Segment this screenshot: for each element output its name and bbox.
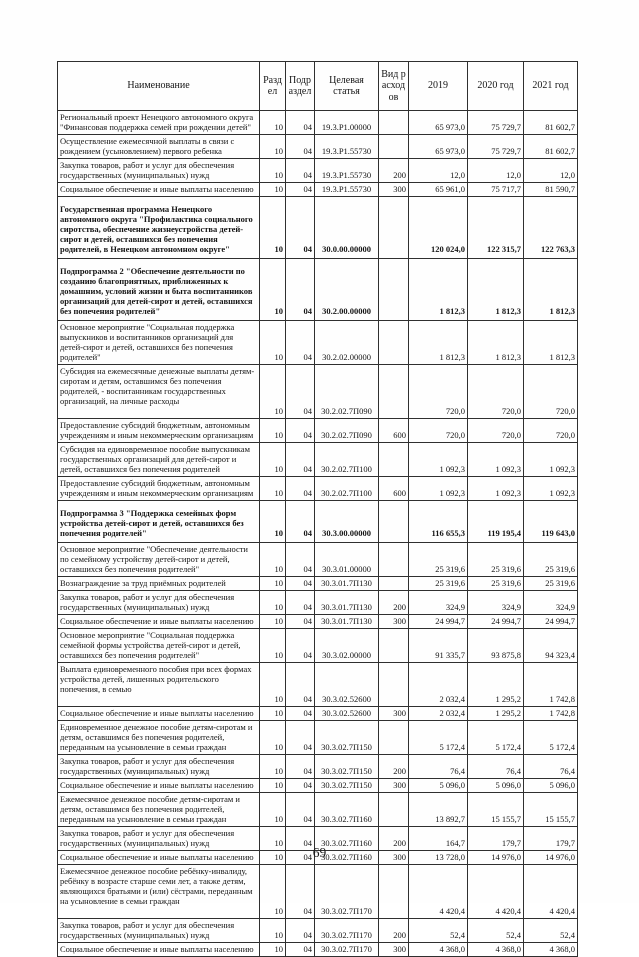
column-header-2021: 2021 год	[524, 62, 578, 111]
cell-vid-rashodov	[379, 663, 409, 707]
cell-2021: 24 994,7	[524, 615, 578, 629]
cell-2021: 81 590,7	[524, 183, 578, 197]
cell-2021: 119 643,0	[524, 501, 578, 543]
cell-vid-rashodov	[379, 793, 409, 827]
cell-2019: 324,9	[409, 591, 468, 615]
table-row	[58, 365, 578, 419]
header-row	[58, 62, 578, 111]
cell-podrazdel: 04	[286, 159, 315, 183]
cell-celevaya-statya: 30.3.02.52600	[315, 663, 379, 707]
cell-razdel: 10	[260, 663, 286, 707]
cell-2020: 179,7	[468, 827, 524, 851]
cell-podrazdel: 04	[286, 615, 315, 629]
cell-2020: 1 092,3	[468, 477, 524, 501]
column-header-podrazdel: Подраздел	[286, 62, 315, 111]
cell-vid-rashodov	[379, 543, 409, 577]
budget-table	[57, 61, 578, 957]
cell-name: Предоставление субсидий бюджетным, автономным учреждениям и иным некоммерческим организациям	[58, 477, 260, 501]
cell-podrazdel: 04	[286, 501, 315, 543]
cell-razdel: 10	[260, 501, 286, 543]
cell-razdel: 10	[260, 443, 286, 477]
table-header	[58, 62, 578, 111]
cell-vid-rashodov	[379, 259, 409, 321]
cell-podrazdel: 04	[286, 793, 315, 827]
cell-razdel: 10	[260, 365, 286, 419]
table-row	[58, 543, 578, 577]
cell-celevaya-statya: 30.2.00.00000	[315, 259, 379, 321]
cell-podrazdel: 04	[286, 755, 315, 779]
cell-name: Закупка товаров, работ и услуг для обеспечения государственных (муниципальных) нужд	[58, 827, 260, 851]
cell-vid-rashodov	[379, 629, 409, 663]
cell-name: Ежемесячное денежное пособие детям-сиротам и детям, оставшимся без попечения родителей, переданным на усыновление в семьи граждан	[58, 793, 260, 827]
cell-razdel: 10	[260, 793, 286, 827]
cell-vid-rashodov	[379, 365, 409, 419]
cell-vid-rashodov	[379, 577, 409, 591]
table-row	[58, 577, 578, 591]
cell-2020: 75 729,7	[468, 111, 524, 135]
table-row	[58, 197, 578, 259]
cell-2019: 1 812,3	[409, 259, 468, 321]
cell-podrazdel: 04	[286, 135, 315, 159]
cell-celevaya-statya: 30.3.02.52600	[315, 707, 379, 721]
cell-celevaya-statya: 30.3.02.00000	[315, 629, 379, 663]
cell-podrazdel: 04	[286, 543, 315, 577]
cell-vid-rashodov: 200	[379, 591, 409, 615]
cell-2019: 120 024,0	[409, 197, 468, 259]
cell-2021: 1 812,3	[524, 321, 578, 365]
cell-razdel: 10	[260, 755, 286, 779]
cell-2020: 25 319,6	[468, 577, 524, 591]
cell-2021: 1 812,3	[524, 259, 578, 321]
cell-2019: 720,0	[409, 419, 468, 443]
cell-podrazdel: 04	[286, 721, 315, 755]
table-row	[58, 591, 578, 615]
cell-2021: 4 368,0	[524, 943, 578, 957]
cell-celevaya-statya: 30.3.02.7П160	[315, 827, 379, 851]
cell-2020: 93 875,8	[468, 629, 524, 663]
cell-name: Социальное обеспечение и иные выплаты населению	[58, 615, 260, 629]
cell-celevaya-statya: 30.3.02.7П160	[315, 793, 379, 827]
cell-name: Вознаграждение за труд приёмных родителей	[58, 577, 260, 591]
cell-2019: 65 973,0	[409, 135, 468, 159]
cell-2019: 13 892,7	[409, 793, 468, 827]
cell-2020: 1 295,2	[468, 707, 524, 721]
cell-name: Основное мероприятие "Социальная поддержка семейной формы устройства детей-сирот и детей, оставшихся без попечения родителей"	[58, 629, 260, 663]
cell-2021: 1 742,8	[524, 707, 578, 721]
cell-vid-rashodov: 200	[379, 159, 409, 183]
table-row	[58, 501, 578, 543]
cell-celevaya-statya: 19.3.Р1.00000	[315, 111, 379, 135]
cell-2020: 720,0	[468, 365, 524, 419]
cell-razdel: 10	[260, 851, 286, 865]
cell-razdel: 10	[260, 707, 286, 721]
cell-2021: 1 092,3	[524, 443, 578, 477]
cell-celevaya-statya: 30.3.01.7П130	[315, 591, 379, 615]
cell-name: Закупка товаров, работ и услуг для обеспечения государственных (муниципальных) нужд	[58, 755, 260, 779]
cell-vid-rashodov	[379, 443, 409, 477]
cell-vid-rashodov: 200	[379, 827, 409, 851]
cell-podrazdel: 04	[286, 259, 315, 321]
cell-podrazdel: 04	[286, 443, 315, 477]
table-row	[58, 663, 578, 707]
cell-2020: 75 729,7	[468, 135, 524, 159]
cell-name: Субсидия на ежемесячные денежные выплаты детям-сиротам и детям, оставшимся без попечения родителей, - воспитанникам государственных организаций, на личные расходы	[58, 365, 260, 419]
cell-2019: 91 335,7	[409, 629, 468, 663]
cell-vid-rashodov: 300	[379, 615, 409, 629]
cell-razdel: 10	[260, 321, 286, 365]
table-row	[58, 419, 578, 443]
table-row	[58, 615, 578, 629]
cell-2020: 5 096,0	[468, 779, 524, 793]
cell-name: Подпрограмма 3 "Поддержка семейных форм устройства детей-сирот и детей, оставшихся без попечения родителей"	[58, 501, 260, 543]
cell-razdel: 10	[260, 919, 286, 943]
cell-name: Основное мероприятие "Обеспечение деятельности по семейному устройству детей-сирот и детей, оставшихся без попечения родителей"	[58, 543, 260, 577]
cell-2021: 94 323,4	[524, 629, 578, 663]
page-number: 69	[312, 845, 327, 860]
cell-2021: 14 976,0	[524, 851, 578, 865]
cell-2021: 4 420,4	[524, 865, 578, 919]
cell-razdel: 10	[260, 943, 286, 957]
cell-podrazdel: 04	[286, 943, 315, 957]
cell-celevaya-statya: 30.2.02.7П090	[315, 365, 379, 419]
cell-vid-rashodov	[379, 865, 409, 919]
table-row	[58, 629, 578, 663]
cell-podrazdel: 04	[286, 365, 315, 419]
cell-2019: 2 032,4	[409, 663, 468, 707]
cell-celevaya-statya: 30.2.02.00000	[315, 321, 379, 365]
column-header-razdel: Раздел	[260, 62, 286, 111]
cell-2021: 1 742,8	[524, 663, 578, 707]
table-row	[58, 259, 578, 321]
cell-razdel: 10	[260, 111, 286, 135]
cell-name: Предоставление субсидий бюджетным, автономным учреждениям и иным некоммерческим организациям	[58, 419, 260, 443]
cell-celevaya-statya: 30.3.02.7П150	[315, 721, 379, 755]
cell-razdel: 10	[260, 865, 286, 919]
cell-podrazdel: 04	[286, 577, 315, 591]
cell-2020: 15 155,7	[468, 793, 524, 827]
cell-razdel: 10	[260, 543, 286, 577]
cell-2020: 25 319,6	[468, 543, 524, 577]
cell-2020: 122 315,7	[468, 197, 524, 259]
cell-razdel: 10	[260, 135, 286, 159]
cell-2021: 324,9	[524, 591, 578, 615]
table-row	[58, 779, 578, 793]
cell-razdel: 10	[260, 721, 286, 755]
cell-2019: 12,0	[409, 159, 468, 183]
cell-vid-rashodov	[379, 197, 409, 259]
cell-celevaya-statya: 30.3.02.7П150	[315, 779, 379, 793]
cell-razdel: 10	[260, 197, 286, 259]
cell-name: Социальное обеспечение и иные выплаты населению	[58, 779, 260, 793]
cell-podrazdel: 04	[286, 663, 315, 707]
cell-2019: 24 994,7	[409, 615, 468, 629]
cell-vid-rashodov: 200	[379, 919, 409, 943]
cell-name: Закупка товаров, работ и услуг для обеспечения государственных (муниципальных) нужд	[58, 159, 260, 183]
table-row	[58, 755, 578, 779]
cell-podrazdel: 04	[286, 477, 315, 501]
cell-podrazdel: 04	[286, 779, 315, 793]
cell-podrazdel: 04	[286, 197, 315, 259]
column-header-vid-rashodov: Вид расходов	[379, 62, 409, 111]
cell-vid-rashodov: 300	[379, 943, 409, 957]
table-row	[58, 321, 578, 365]
cell-2020: 12,0	[468, 159, 524, 183]
cell-2020: 720,0	[468, 419, 524, 443]
cell-celevaya-statya: 30.3.01.7П130	[315, 615, 379, 629]
table-row	[58, 183, 578, 197]
cell-celevaya-statya: 30.3.00.00000	[315, 501, 379, 543]
cell-2021: 179,7	[524, 827, 578, 851]
cell-2021: 25 319,6	[524, 543, 578, 577]
cell-name: Субсидия на единовременное пособие выпускникам государственных организаций для детей-сирот и детей, оставшихся без попечения родителей	[58, 443, 260, 477]
cell-2019: 65 961,0	[409, 183, 468, 197]
table-row	[58, 943, 578, 957]
cell-razdel: 10	[260, 159, 286, 183]
cell-podrazdel: 04	[286, 865, 315, 919]
cell-name: Ежемесячное денежное пособие ребёнку-инвалиду, ребёнку в возрасте старше семи лет, а также детям, являющихся братьями и (или) сёстрами, переданным на усыновление в семьи граждан	[58, 865, 260, 919]
cell-2019: 25 319,6	[409, 543, 468, 577]
cell-name: Социальное обеспечение и иные выплаты населению	[58, 707, 260, 721]
cell-2019: 13 728,0	[409, 851, 468, 865]
column-header-2019: 2019	[409, 62, 468, 111]
cell-name: Государственная программа Ненецкого автономного округа "Профилактика социального сиротства, обеспечение жизнеустройства детей-сирот и детей, оставшихся без попечения родителей, в Ненецком автономном округе"	[58, 197, 260, 259]
cell-razdel: 10	[260, 477, 286, 501]
cell-vid-rashodov	[379, 321, 409, 365]
cell-celevaya-statya: 30.2.02.7П090	[315, 419, 379, 443]
cell-podrazdel: 04	[286, 419, 315, 443]
cell-2019: 1 812,3	[409, 321, 468, 365]
cell-razdel: 10	[260, 827, 286, 851]
cell-celevaya-statya: 30.0.00.00000	[315, 197, 379, 259]
cell-2021: 12,0	[524, 159, 578, 183]
cell-vid-rashodov: 600	[379, 419, 409, 443]
cell-razdel: 10	[260, 779, 286, 793]
cell-name: Социальное обеспечение и иные выплаты населению	[58, 943, 260, 957]
cell-celevaya-statya: 30.3.02.7П150	[315, 755, 379, 779]
cell-podrazdel: 04	[286, 707, 315, 721]
cell-vid-rashodov: 200	[379, 755, 409, 779]
cell-name: Подпрограмма 2 "Обеспечение деятельности по созданию благоприятных, приближенных к домашним, условий жизни и быта воспитанников организаций для детей-сирот и детей, оставшихся без попечения родителей"	[58, 259, 260, 321]
cell-name: Закупка товаров, работ и услуг для обеспечения государственных (муниципальных) нужд	[58, 919, 260, 943]
table-row	[58, 721, 578, 755]
cell-celevaya-statya: 30.3.02.7П160	[315, 851, 379, 865]
cell-vid-rashodov	[379, 501, 409, 543]
cell-vid-rashodov	[379, 111, 409, 135]
cell-2020: 4 420,4	[468, 865, 524, 919]
cell-2019: 25 319,6	[409, 577, 468, 591]
cell-celevaya-statya: 30.3.02.7П170	[315, 865, 379, 919]
cell-name: Единовременное денежное пособие детям-сиротам и детям, оставшимся без попечения родителей, переданным на усыновление в семьи граждан	[58, 721, 260, 755]
cell-name: Основное мероприятие "Социальная поддержка выпускников и воспитанников организаций для детей-сирот и детей, оставшихся без попечения родителей"	[58, 321, 260, 365]
table-row	[58, 865, 578, 919]
cell-2020: 1 092,3	[468, 443, 524, 477]
cell-razdel: 10	[260, 615, 286, 629]
cell-razdel: 10	[260, 183, 286, 197]
cell-podrazdel: 04	[286, 183, 315, 197]
cell-vid-rashodov: 300	[379, 707, 409, 721]
cell-2021: 25 319,6	[524, 577, 578, 591]
cell-2019: 1 092,3	[409, 477, 468, 501]
cell-2021: 720,0	[524, 419, 578, 443]
cell-2019: 52,4	[409, 919, 468, 943]
table-row	[58, 159, 578, 183]
cell-celevaya-statya: 30.2.02.7П100	[315, 443, 379, 477]
cell-celevaya-statya: 30.3.01.7П130	[315, 577, 379, 591]
column-header-celevaya-statya: Целевая статья	[315, 62, 379, 111]
cell-podrazdel: 04	[286, 111, 315, 135]
cell-2019: 164,7	[409, 827, 468, 851]
cell-podrazdel: 04	[286, 629, 315, 663]
cell-2019: 720,0	[409, 365, 468, 419]
cell-celevaya-statya: 19.3.Р1.55730	[315, 159, 379, 183]
cell-2020: 52,4	[468, 919, 524, 943]
table-row	[58, 443, 578, 477]
cell-name: Социальное обеспечение и иные выплаты населению	[58, 851, 260, 865]
cell-razdel: 10	[260, 259, 286, 321]
cell-2021: 5 096,0	[524, 779, 578, 793]
cell-podrazdel: 04	[286, 591, 315, 615]
cell-name: Социальное обеспечение и иные выплаты населению	[58, 183, 260, 197]
cell-2020: 24 994,7	[468, 615, 524, 629]
table-row	[58, 793, 578, 827]
cell-razdel: 10	[260, 629, 286, 663]
cell-2021: 81 602,7	[524, 111, 578, 135]
cell-vid-rashodov	[379, 721, 409, 755]
cell-2020: 1 812,3	[468, 321, 524, 365]
cell-2019: 76,4	[409, 755, 468, 779]
cell-2020: 119 195,4	[468, 501, 524, 543]
cell-celevaya-statya: 19.3.Р1.55730	[315, 135, 379, 159]
cell-name: Осуществление ежемесячной выплаты в связи с рождением (усыновлением) первого ребенка	[58, 135, 260, 159]
cell-vid-rashodov: 300	[379, 779, 409, 793]
cell-razdel: 10	[260, 419, 286, 443]
cell-podrazdel: 04	[286, 827, 315, 851]
table-body	[58, 111, 578, 957]
table-row	[58, 477, 578, 501]
cell-2019: 4 420,4	[409, 865, 468, 919]
cell-celevaya-statya: 30.3.02.7П170	[315, 943, 379, 957]
table-row	[58, 707, 578, 721]
cell-2021: 15 155,7	[524, 793, 578, 827]
cell-2020: 1 295,2	[468, 663, 524, 707]
cell-2020: 4 368,0	[468, 943, 524, 957]
table-row	[58, 135, 578, 159]
cell-podrazdel: 04	[286, 321, 315, 365]
cell-2019: 116 655,3	[409, 501, 468, 543]
cell-celevaya-statya: 30.2.02.7П100	[315, 477, 379, 501]
cell-2019: 2 032,4	[409, 707, 468, 721]
cell-vid-rashodov: 300	[379, 183, 409, 197]
cell-2019: 4 368,0	[409, 943, 468, 957]
cell-celevaya-statya: 30.3.01.00000	[315, 543, 379, 577]
cell-2020: 5 172,4	[468, 721, 524, 755]
cell-2021: 5 172,4	[524, 721, 578, 755]
table-row	[58, 919, 578, 943]
cell-2019: 5 096,0	[409, 779, 468, 793]
cell-2020: 14 976,0	[468, 851, 524, 865]
column-header-2020: 2020 год	[468, 62, 524, 111]
cell-2019: 5 172,4	[409, 721, 468, 755]
cell-2020: 324,9	[468, 591, 524, 615]
cell-podrazdel: 04	[286, 851, 315, 865]
cell-2020: 76,4	[468, 755, 524, 779]
cell-vid-rashodov	[379, 135, 409, 159]
cell-razdel: 10	[260, 577, 286, 591]
cell-2021: 1 092,3	[524, 477, 578, 501]
cell-celevaya-statya: 19.3.Р1.55730	[315, 183, 379, 197]
cell-2021: 52,4	[524, 919, 578, 943]
cell-2021: 720,0	[524, 365, 578, 419]
cell-2021: 76,4	[524, 755, 578, 779]
cell-name: Закупка товаров, работ и услуг для обеспечения государственных (муниципальных) нужд	[58, 591, 260, 615]
cell-2020: 1 812,3	[468, 259, 524, 321]
cell-2021: 81 602,7	[524, 135, 578, 159]
cell-razdel: 10	[260, 591, 286, 615]
cell-2019: 65 973,0	[409, 111, 468, 135]
cell-2020: 75 717,7	[468, 183, 524, 197]
cell-2021: 122 763,3	[524, 197, 578, 259]
cell-name: Региональный проект Ненецкого автономного округа "Финансовая поддержка семей при рождении детей"	[58, 111, 260, 135]
cell-vid-rashodov: 300	[379, 851, 409, 865]
cell-vid-rashodov: 600	[379, 477, 409, 501]
cell-name: Выплата единовременного пособия при всех формах устройства детей, лишенных родительского попечения, в семью	[58, 663, 260, 707]
table-row	[58, 111, 578, 135]
cell-podrazdel: 04	[286, 919, 315, 943]
cell-2019: 1 092,3	[409, 443, 468, 477]
cell-celevaya-statya: 30.3.02.7П170	[315, 919, 379, 943]
column-header-naimenovanie: Наименование	[58, 62, 260, 111]
